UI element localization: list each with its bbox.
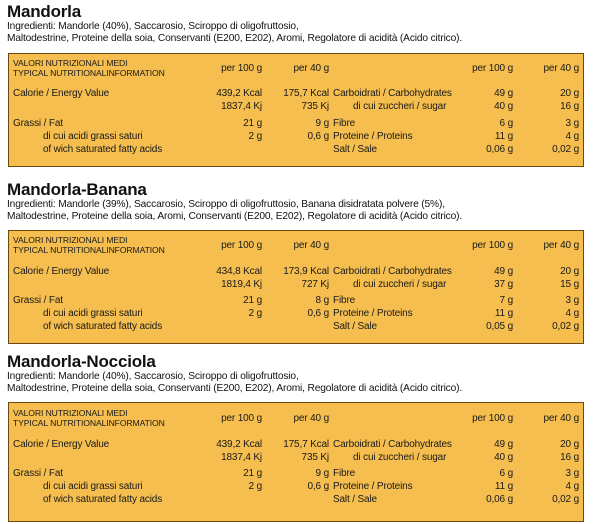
panel-header: VALORI NUTRIZIONALI MEDI: [13, 235, 128, 245]
nutrient-label: di cui acidi grassi saturi: [43, 131, 143, 142]
nutrient-value: 173,9 Kcal: [283, 266, 329, 277]
nutrient-value: 49 g: [494, 439, 513, 450]
nutrient-value: 0,6 g: [307, 131, 329, 142]
nutrient-value: 49 g: [494, 88, 513, 99]
nutrient-value: 21 g: [243, 295, 262, 306]
col-header-per100: per 100 g: [472, 63, 513, 74]
nutrient-value: 6 g: [499, 118, 513, 129]
nutrient-label: Carboidrati / Carbohydrates: [333, 266, 452, 277]
nutrient-value: 16 g: [560, 452, 579, 463]
nutrient-label: di cui zuccheri / sugar: [353, 452, 447, 463]
ingredients-line: Ingredienti: Mandorle (40%), Saccarosio, Sciroppo di oligofruttosio,: [7, 371, 299, 382]
nutrient-label: Salt / Sale: [333, 494, 377, 505]
nutrient-label: Grassi / Fat: [13, 468, 63, 479]
col-header-per40: per 40 g: [293, 413, 329, 424]
col-header-per100: per 100 g: [472, 240, 513, 251]
nutrient-value: 7 g: [499, 295, 513, 306]
nutrient-value: 37 g: [494, 279, 513, 290]
nutrient-value: 11 g: [494, 308, 513, 319]
nutrient-value: 21 g: [243, 468, 262, 479]
ingredients-line: Maltodestrine, Proteine della soia, Aromi, Conservanti (E200, E202), Regolatore di acidità (Acido citrico).: [7, 211, 463, 222]
panel-header: VALORI NUTRIZIONALI MEDI: [13, 408, 128, 418]
panel-header: TYPICAL NUTRITIONALINFORMATION: [13, 68, 165, 78]
nutrient-value: 15 g: [560, 279, 579, 290]
nutrient-value: 0,6 g: [307, 481, 329, 492]
nutrient-value: 21 g: [243, 118, 262, 129]
nutrient-value: 2 g: [248, 131, 262, 142]
nutrient-label: di cui acidi grassi saturi: [43, 481, 143, 492]
nutrient-value: 6 g: [499, 468, 513, 479]
nutrient-value: 20 g: [560, 88, 579, 99]
nutrient-value: 11 g: [494, 481, 513, 492]
nutrient-value: 8 g: [315, 295, 329, 306]
nutrient-label: Fibre: [333, 468, 356, 479]
nutrient-value: 0,05 g: [486, 321, 513, 332]
col-header-per40: per 40 g: [543, 240, 579, 251]
nutrient-value: 3 g: [565, 468, 579, 479]
nutrient-label: Grassi / Fat: [13, 118, 63, 129]
nutrient-value: 439,2 Kcal: [216, 88, 262, 99]
col-header-per100: per 100 g: [221, 413, 262, 424]
nutrient-value: 434,8 Kcal: [216, 266, 262, 277]
nutrient-label: Salt / Sale: [333, 321, 377, 332]
ingredients-line: Ingredienti: Mandorle (40%), Saccarosio, Sciroppo di oligofruttosio,: [7, 21, 299, 32]
nutrient-value: 2 g: [248, 308, 262, 319]
nutrient-label: Calorie / Energy Value: [13, 439, 110, 450]
nutrient-value: 20 g: [560, 439, 579, 450]
nutrient-value: 0,02 g: [552, 321, 579, 332]
nutrient-label: Carboidrati / Carbohydrates: [333, 439, 452, 450]
nutrient-label: di cui acidi grassi saturi: [43, 308, 143, 319]
nutrition-panel: [8, 402, 584, 522]
nutrient-value: 2 g: [248, 481, 262, 492]
nutrient-label: Fibre: [333, 295, 356, 306]
nutrient-value: 1837,4 Kj: [221, 452, 262, 463]
nutrient-value: 11 g: [494, 131, 513, 142]
nutrient-value: 3 g: [565, 118, 579, 129]
nutrient-value: 49 g: [494, 266, 513, 277]
nutrient-label: of wich saturated fatty acids: [43, 321, 163, 332]
ingredients-line: Maltodestrine, Proteine della soia, Conservanti (E200, E202), Aromi, Regolatore di acidità (Acido citrico).: [7, 33, 463, 44]
nutrient-value: 727 Kj: [301, 279, 329, 290]
ingredients-line: Maltodestrine, Proteine della soia, Conservanti (E200, E202), Aromi, Regolatore di acidità (Acido citrico).: [7, 383, 463, 394]
nutrient-value: 3 g: [565, 295, 579, 306]
nutrient-label: Calorie / Energy Value: [13, 88, 110, 99]
nutrient-value: 40 g: [494, 452, 513, 463]
product-title: Mandorla-Banana: [7, 180, 147, 199]
nutrition-panel: [8, 230, 584, 344]
col-header-per40: per 40 g: [293, 63, 329, 74]
product-title: Mandorla-Nocciola: [7, 352, 156, 371]
nutrient-value: 1837,4 Kj: [221, 101, 262, 112]
nutrient-value: 4 g: [565, 131, 579, 142]
nutrient-value: 0,02 g: [552, 144, 579, 155]
nutrient-label: di cui zuccheri / sugar: [353, 101, 447, 112]
nutrient-label: of wich saturated fatty acids: [43, 494, 163, 505]
col-header-per40: per 40 g: [543, 413, 579, 424]
nutrient-label: Calorie / Energy Value: [13, 266, 110, 277]
nutrient-label: Proteine / Proteins: [333, 308, 413, 319]
nutrition-panel: [8, 53, 584, 167]
col-header-per40: per 40 g: [293, 240, 329, 251]
nutrient-value: 0,06 g: [486, 494, 513, 505]
nutrient-label: di cui zuccheri / sugar: [353, 279, 447, 290]
nutrient-label: Grassi / Fat: [13, 295, 63, 306]
nutrient-value: 20 g: [560, 266, 579, 277]
panel-header: VALORI NUTRIZIONALI MEDI: [13, 58, 128, 68]
nutrient-value: 439,2 Kcal: [216, 439, 262, 450]
col-header-per100: per 100 g: [472, 413, 513, 424]
col-header-per100: per 100 g: [221, 240, 262, 251]
nutrient-value: 16 g: [560, 101, 579, 112]
nutrient-value: 4 g: [565, 308, 579, 319]
nutrient-value: 4 g: [565, 481, 579, 492]
product-title: Mandorla: [7, 2, 81, 21]
nutrient-value: 0,02 g: [552, 494, 579, 505]
panel-header: TYPICAL NUTRITIONALINFORMATION: [13, 418, 165, 428]
nutrient-value: 175,7 Kcal: [283, 88, 329, 99]
col-header-per100: per 100 g: [221, 63, 262, 74]
nutrient-value: 735 Kj: [301, 101, 329, 112]
nutrient-value: 735 Kj: [301, 452, 329, 463]
nutrient-label: Fibre: [333, 118, 356, 129]
panel-header: TYPICAL NUTRITIONALINFORMATION: [13, 245, 165, 255]
nutrient-label: Proteine / Proteins: [333, 481, 413, 492]
nutrient-label: Carboidrati / Carbohydrates: [333, 88, 452, 99]
nutrient-value: 0,6 g: [307, 308, 329, 319]
ingredients-line: Ingredienti: Mandorle (39%), Saccarosio, Sciroppo di oligofruttosio, Banana disidratata polvere (5%),: [7, 199, 445, 210]
nutrient-value: 0,06 g: [486, 144, 513, 155]
nutrient-value: 1819,4 Kj: [221, 279, 262, 290]
nutrient-label: of wich saturated fatty acids: [43, 144, 163, 155]
nutrient-label: Proteine / Proteins: [333, 131, 413, 142]
nutrient-value: 9 g: [315, 468, 329, 479]
nutrient-label: Salt / Sale: [333, 144, 377, 155]
nutrient-value: 175,7 Kcal: [283, 439, 329, 450]
nutrient-value: 9 g: [315, 118, 329, 129]
nutrient-value: 40 g: [494, 101, 513, 112]
col-header-per40: per 40 g: [543, 63, 579, 74]
